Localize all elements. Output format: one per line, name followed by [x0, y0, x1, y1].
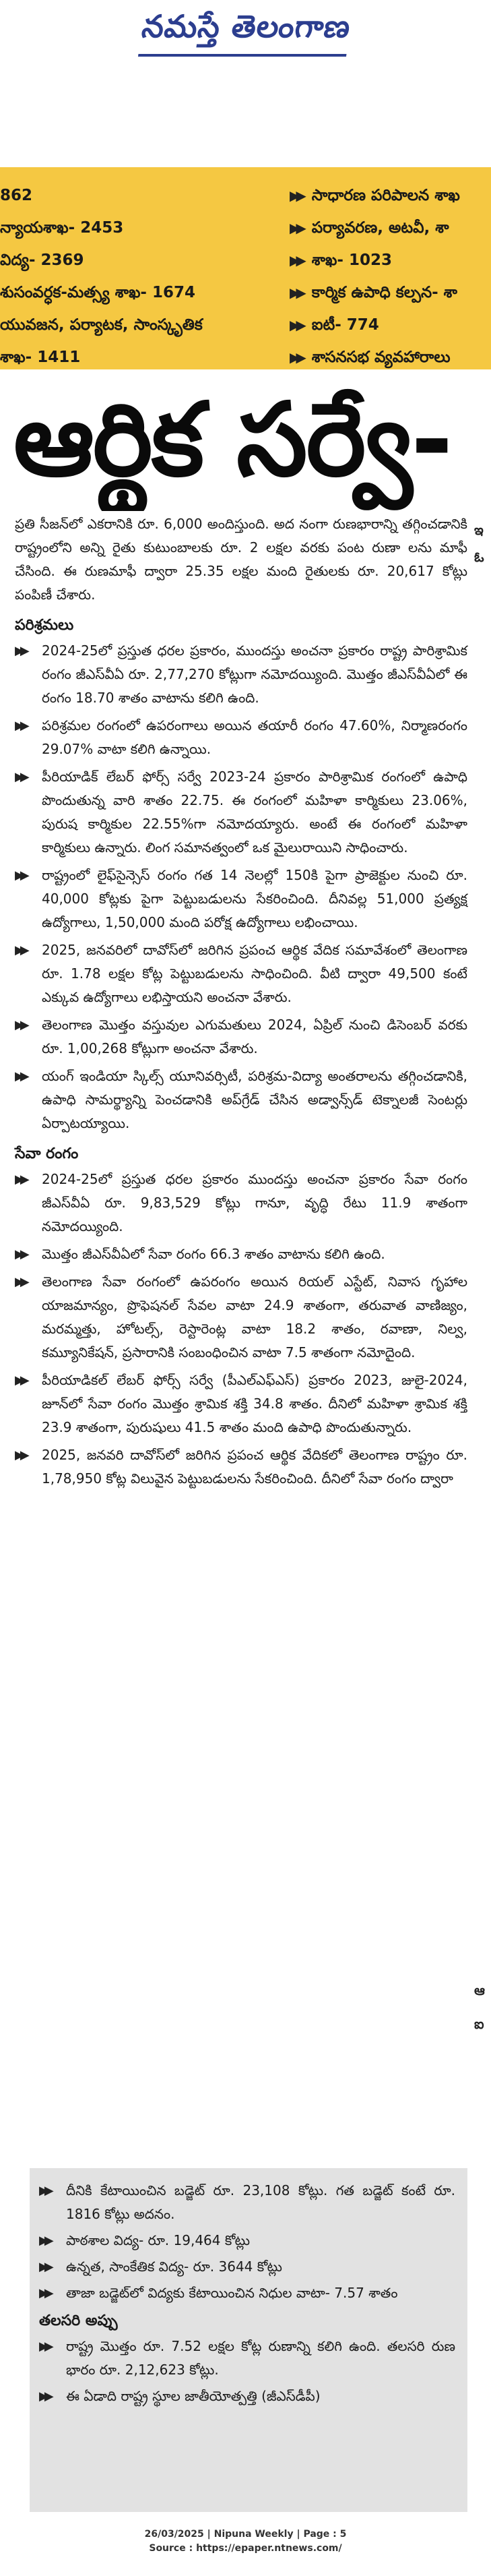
intro-line: రైతు కుటుంబాలకు రూ. 2 లక్షల వరకు పంట రుణా [112, 539, 408, 556]
bullet-point [15, 1369, 467, 1439]
budget-column-left [0, 179, 272, 373]
adjacent-column-fragment: ఆ [474, 1982, 485, 1998]
double-arrow-icon: ▶▶ [15, 1373, 26, 1387]
double-arrow-icon: ▶▶ [15, 943, 26, 957]
double-arrow-icon: ▶▶ [15, 1275, 26, 1289]
section-heading-debt: తలసరి అప్పు [39, 2312, 118, 2329]
headline-title: ఆర్థిక సర్వే- [13, 382, 452, 499]
headline-banner [0, 369, 491, 511]
double-arrow-icon: ▶▶ [290, 284, 302, 301]
bullet-point [39, 2179, 455, 2226]
intro-line: మంది రైతులకు రూ. 20,617 కోట్లు పంపిణీ చేశారు. [15, 563, 467, 603]
budget-item [0, 309, 272, 341]
budget-item-text: న్యాయశాఖ- 2453 [0, 219, 124, 237]
bullet-text: పీరియాడికల్ లేబర్ ఫోర్స్ సర్వే (పీఎల్ఎఫ్ఎస్) ప్రకారం 2023, జులై-2024, జూన్‌లో సేవా రంగం మొత్తం శ్రామిక శక్తి 34.8 శాతం. దీనిలో మహిళా శ్రామిక శక్తి 23.9 శాతంగా, పురుషులు 41.5 శాతం మంది ఉపాధి పొందుతున్నారు. [42, 1372, 467, 1435]
bullet-text: పరిశ్రమల రంగంలో ఉపరంగాలు అయిన తయారీ రంగం 47.60%, నిర్మాణరంగం 29.07% వాటా కలిగి ఉన్నాయి. [42, 717, 467, 757]
budget-item [290, 341, 491, 373]
adjacent-column-fragment: ఓ [474, 549, 484, 565]
double-arrow-icon: ▶▶ [15, 644, 26, 658]
budget-item-text: సాధారణ పరిపాలన శాఖ [311, 187, 460, 204]
debt-points [39, 2335, 455, 2408]
adjacent-column-fragment: ఐ [474, 2016, 484, 2032]
bullet-point [15, 639, 467, 710]
budget-item [0, 179, 272, 212]
bullet-text: రాష్ట్ర మొత్తం రూ. 7.52 లక్షల కోట్ల రుణాన్ని కలిగి ఉంది. తలసరి రుణ భారం రూ. 2,12,623 కోట్లు. [66, 2338, 455, 2378]
footer-source-line: Source : https://epaper.ntnews.com/ [149, 2543, 342, 2554]
double-arrow-icon: ▶▶ [15, 1069, 26, 1083]
double-arrow-icon: ▶▶ [290, 252, 302, 268]
bullet-point [39, 2229, 455, 2252]
bullet-text: 2024-25లో ప్రస్తుత ధరల ప్రకారం, ముందస్తు అంచనా ప్రకారం రాష్ట్ర పారిశ్రామిక రంగం జీఎస్‌వీఏ రూ. 2,77,270 కోట్లుగా నమోదయ్యింది. మొత్తం జీఎస్‌వీఏలో ఈ రంగం 18.70 శాతం వాటాను కలిగి ఉంది. [42, 642, 467, 706]
bullet-point [15, 1443, 467, 1491]
budget-item-text: 862 [0, 187, 33, 204]
budget-item-text: శాఖ- 1023 [311, 251, 392, 269]
budget-item-text: కార్మిక ఉపాధి కల్పన- శా [311, 284, 457, 301]
double-arrow-icon: ▶▶ [15, 1018, 26, 1032]
double-arrow-icon: ▶▶ [15, 1172, 26, 1187]
intro-line: లను మాఫీ చేసింది. ఈ రుణమాఫీ ద్వారా 25.35 లక్షల [15, 539, 467, 579]
bullet-point [39, 2335, 455, 2382]
budget-item-text: శుసంవర్ధక-మత్స్య శాఖ- 1674 [0, 284, 195, 301]
bullet-text: 2025, జనవరి దావోస్‌లో జరిగిన ప్రపంచ ఆర్థిక వేదికలో తెలంగాణ రాష్ట్రం రూ. 1,78,950 కోట్ల విలువైన పెట్టుబడులను సేకరించింది. దీనిలో సేవా రంగం ద్వారా [42, 1447, 467, 1487]
service-points [15, 1168, 467, 1491]
adjacent-column-fragment: ఇ [474, 522, 484, 538]
budget-item [0, 244, 272, 276]
double-arrow-icon: ▶▶ [290, 220, 302, 236]
double-arrow-icon: ▶▶ [39, 2260, 50, 2274]
double-arrow-icon: ▶▶ [39, 2234, 50, 2248]
bullet-point [15, 1270, 467, 1365]
footer-date-line: 26/03/2025 | Nipuna Weekly | Page : 5 [144, 2529, 347, 2540]
bullet-point [39, 2255, 455, 2279]
intro-paragraph [15, 512, 467, 607]
adjacent-column-fragments [471, 512, 491, 2501]
double-arrow-icon: ▶▶ [290, 317, 302, 333]
bullet-point [39, 2281, 455, 2305]
bullet-point [15, 864, 467, 934]
budget-item-text: ఐటీ- 774 [311, 316, 379, 334]
bullet-text: తాజా బడ్జెట్‌లో విద్యకు కేటాయించిన నిధుల వాటా- 7.57 శాతం [66, 2285, 398, 2301]
intro-line: నంగా రుణభారాన్ని తగ్గించడానికి రాష్ట్రంలోని అన్ని [15, 516, 467, 556]
section-heading-industry: పరిశ్రమలు [15, 617, 74, 634]
bullet-text: యంగ్ ఇండియా స్కిల్స్ యూనివర్సిటీ, పరిశ్రమ-విద్యా అంతరాలను తగ్గించడానికి, ఉపాధి సామర్థ్యాన్ని పెంచడానికి అప్‌గ్రేడ్ చేసిన అడ్వాన్స్‌డ్ టెక్నాలజీ సెంటర్లు ఏర్పాటయ్యాయి. [42, 1068, 467, 1131]
newspaper-logo: నమస్తే తెలంగాణ [138, 8, 353, 57]
industry-points [15, 639, 467, 1135]
page-footer [0, 2515, 491, 2576]
budget-item [290, 212, 491, 244]
budget-item-text: విద్య- 2369 [0, 251, 84, 269]
double-arrow-icon: ▶▶ [290, 349, 302, 365]
bullet-text: మొత్తం జీఎస్‌వీఏలో సేవా రంగం 66.3 శాతం వాటాను కలిగి ఉంది. [42, 1246, 385, 1262]
budget-item [0, 212, 272, 244]
budget-item [0, 276, 272, 309]
bullet-point [15, 765, 467, 860]
double-arrow-icon: ▶▶ [15, 719, 26, 733]
bullet-point [39, 2385, 455, 2408]
bullet-text: పాఠశాల విద్య- రూ. 19,464 కోట్లు [66, 2232, 251, 2248]
double-arrow-icon: ▶▶ [290, 187, 302, 204]
double-arrow-icon: ▶▶ [39, 2389, 50, 2403]
bullet-point [15, 938, 467, 1009]
budget-item-text: శాఖ- 1411 [0, 349, 81, 366]
budget-item [290, 309, 491, 341]
double-arrow-icon: ▶▶ [15, 1448, 26, 1462]
bullet-text: ఈ ఏడాది రాష్ట్ర స్థూల జాతీయోత్పత్తి (జీఎస్‌డీపీ) [66, 2388, 321, 2404]
budget-item [290, 179, 491, 212]
intro-line: ప్రతి సీజన్‌లో ఎకరానికి రూ. 6,000 అందిస్తుంది. అద [15, 516, 300, 532]
article-body [15, 512, 467, 1495]
bullet-text: 2025, జనవరిలో దావోస్‌లో జరిగిన ప్రపంచ ఆర్థిక వేదిక సమావేశంలో తెలంగాణ రూ. 1.78 లక్షల కోట్ల పెట్టుబడులను సాధించింది. వీటి ద్వారా 49,500 కంటే ఎక్కువ ఉద్యోగాలు లభిస్తాయని అంచనా వేశారు. [42, 942, 467, 1005]
education-points [39, 2179, 455, 2305]
masthead [0, 0, 491, 65]
bullet-point [15, 1168, 467, 1238]
bullet-text: దీనికి కేటాయించిన బడ్జెట్ రూ. 23,108 కోట్లు. గత బడ్జెట్ కంటే రూ. 1816 కోట్లు అదనం. [66, 2182, 455, 2222]
bullet-point [15, 714, 467, 761]
budget-allocation-band [0, 167, 491, 369]
double-arrow-icon: ▶▶ [15, 770, 26, 784]
budget-item [290, 276, 491, 309]
bullet-text: తెలంగాణ మొత్తం వస్తువుల ఎగుమతులు 2024, ఏప్రిల్ నుంచి డిసెంబర్ వరకు రూ. 1,00,268 కోట్లుగా అంచనా వేశారు. [42, 1017, 467, 1056]
bullet-text: 2024-25లో ప్రస్తుత ధరల ప్రకారం ముందస్తు అంచనా ప్రకారం సేవా రంగం జీఎస్‌వీఏ రూ. 9,83,529 కోట్లు గానూ, వృద్ధి రేటు 11.9 శాతంగా నమోదయ్యింది. [42, 1171, 467, 1234]
bullet-point [15, 1013, 467, 1060]
double-arrow-icon: ▶▶ [15, 868, 26, 882]
bullet-text: తెలంగాణ సేవా రంగంలో ఉపరంగం అయిన రియల్ ఎస్టేట్, నివాస గృహాల యాజమాన్యం, ప్రొఫెషనల్ సేవల వాటా 24.9 శాతంగా, తరువాత వాణిజ్యం, మరమ్మత్తు, హోటల్స్, రెస్టారెంట్ల వాటా 18.2 శాతం, రవాణా, నిల్వ, కమ్యూనికేషన్, ప్రసారానికి సంబంధించిన వాటా 7.5 శాతంగా నమోదైంది. [42, 1274, 467, 1360]
budget-item-text: శాసనసభ వ్యవహారాలు [311, 349, 451, 366]
bullet-text: ఉన్నత, సాంకేతిక విద్య- రూ. 3644 కోట్లు [66, 2258, 282, 2275]
budget-column-right [290, 179, 491, 373]
double-arrow-icon: ▶▶ [39, 2339, 50, 2354]
education-budget-box [30, 2168, 467, 2512]
bullet-point [15, 1065, 467, 1135]
budget-item [0, 341, 272, 373]
bullet-text: పీరియాడిక్ లేబర్ ఫోర్స్ సర్వే 2023-24 ప్రకారం పారిశ్రామిక రంగంలో ఉపాధి పొందుతున్న వారి శాతం 22.75. ఈ రంగంలో మహిళా కార్మికులు 23.06%, పురుష కార్మికుల 22.55%గా నమోదయ్యారు. అంటే ఈ రంగంలో మహిళా కార్మికులు ఉన్నారు. లింగ సమానత్వంలో ఒక మైలురాయిని సాధించారు. [42, 769, 467, 856]
double-arrow-icon: ▶▶ [39, 2184, 50, 2198]
budget-item-text: యువజన, పర్యాటక, సాంస్కృతిక [0, 316, 203, 334]
double-arrow-icon: ▶▶ [15, 1247, 26, 1261]
section-heading-service: సేవా రంగం [15, 1145, 79, 1162]
budget-item-text: పర్యావరణ, అటవీ, శా [311, 219, 449, 237]
budget-item [290, 244, 491, 276]
bullet-text: రాష్ట్రంలో లైఫ్‌సైన్సెస్ రంగం గత 14 నెలల్లో 150కి పైగా ప్రాజెక్టుల నుంచి రూ. 40,000 కోట్లకు పైగా పెట్టుబడులను సేకరించింది. దీనివల్ల 51,000 ప్రత్యక్ష ఉద్యోగాలు, 1,50,000 మంది పరోక్ష ఉద్యోగాలు లభించాయి. [42, 867, 467, 930]
double-arrow-icon: ▶▶ [39, 2286, 50, 2300]
bullet-point [15, 1242, 467, 1266]
